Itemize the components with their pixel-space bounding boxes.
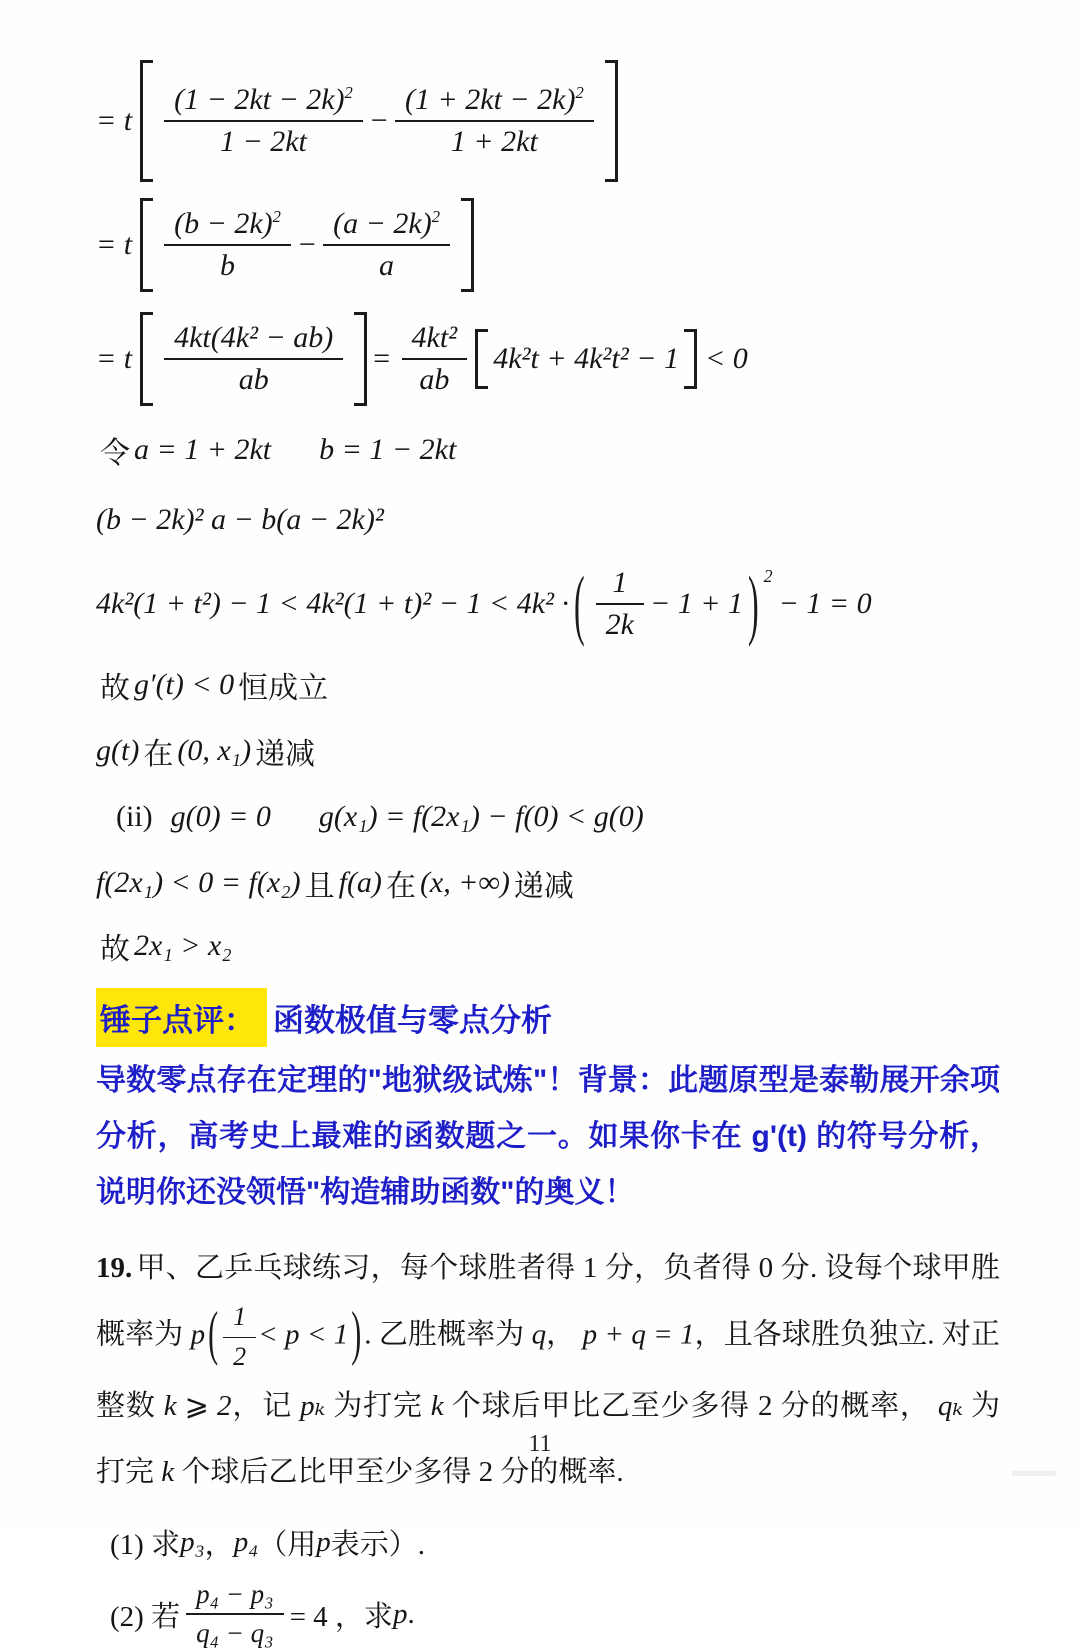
- comment-heading: [96, 988, 1000, 1047]
- formula-prefix: = t: [96, 228, 133, 261]
- formula-line-3: [96, 312, 1000, 406]
- equals-sign: =: [371, 342, 392, 375]
- comment-title: 函数极值与零点分析: [273, 1003, 552, 1038]
- problem-number: 19.: [96, 1252, 133, 1284]
- numerator: p₄ − p₃: [196, 1579, 274, 1609]
- formula-prefix: = t: [96, 104, 133, 137]
- numerator: 4kt(4k² − ab): [174, 321, 334, 354]
- math-text: a = 1 + 2kt: [134, 433, 272, 466]
- math-text: g(0) = 0: [170, 800, 271, 833]
- fraction: [596, 566, 644, 642]
- right-paren: ): [748, 558, 759, 647]
- formula-line-8: [96, 724, 1000, 778]
- formula-line-10: [96, 856, 1000, 910]
- numerator: $(b - 2k)^2$: [174, 207, 281, 240]
- numerator: $(1 - 2kt - 2k)^2$: [174, 83, 353, 116]
- numerator: 4kt²: [411, 321, 458, 354]
- question-2: (2) 若 $\frac{\text{p₄ − p₃}}{\text{q₄ − q₃}}$ = 4 ，求 p .: [110, 1579, 415, 1648]
- denominator: b: [164, 244, 291, 283]
- math-text: g(x₁) = f(2x₁) − f(0) < g(0): [318, 800, 644, 833]
- math-text: f(a): [338, 866, 382, 899]
- formula-line-1: [96, 60, 1000, 182]
- denominator: ab: [402, 358, 468, 397]
- math-text: 4k²(1 + t²) − 1 < 4k²(1 + t)² − 1 < 4k² ·: [96, 587, 570, 620]
- numerator: $(a - 2k)^2$: [333, 207, 440, 240]
- right-bracket: [354, 312, 367, 406]
- formula-prefix: = t: [96, 342, 133, 375]
- comment-body: 导数零点存在定理的"地狱级试炼"！背景：此题原型是泰勒展开余项分析，高考史上最难的函数题之一。如果你卡在 g'(t) 的符号分析，说明你还没领悟"构造辅助函数"的奥义！: [96, 1064, 1000, 1209]
- fraction: [402, 321, 468, 397]
- formula-line-7: [96, 660, 1000, 710]
- math-text: (0, x₁): [177, 734, 252, 767]
- fraction: [323, 207, 450, 283]
- inequality-tail: < 0: [704, 342, 748, 375]
- question-1: (1) 求 p₃ ， p₄ （用 p 表示）.: [110, 1525, 426, 1561]
- fraction: [223, 1301, 256, 1373]
- left-bracket: [140, 198, 153, 292]
- operator: −: [368, 104, 390, 137]
- left-paren: (: [574, 558, 585, 647]
- math-text: f(2x₁) < 0 = f(x₂): [96, 866, 301, 899]
- cjk-text: 在: [143, 738, 174, 771]
- exponent: 2: [763, 566, 773, 586]
- fraction: [164, 321, 343, 397]
- item-label: (ii): [116, 800, 153, 833]
- left-paren: (: [208, 1300, 219, 1367]
- comment-label-highlight: 锤子点评：: [96, 988, 267, 1047]
- cjk-text: 恒成立: [238, 672, 329, 705]
- cjk-text: 令: [100, 437, 130, 470]
- operator: −: [296, 228, 318, 261]
- fraction: [164, 207, 291, 283]
- page-number: 11: [528, 1431, 552, 1457]
- watermark-line: [1012, 1471, 1056, 1476]
- numerator: 1: [612, 566, 628, 599]
- formula-line-11: [96, 924, 1000, 968]
- left-bracket: [140, 60, 153, 182]
- numerator: 1: [233, 1302, 247, 1331]
- math-text: (x, +∞): [419, 866, 510, 899]
- formula-line-6: [96, 558, 1000, 647]
- formula-line-5: [96, 496, 1000, 544]
- denominator: q₄ − q₃: [186, 1613, 284, 1649]
- cjk-text: 故: [100, 933, 130, 966]
- left-bracket: [475, 329, 488, 389]
- cjk-text: 故: [100, 672, 130, 705]
- right-paren: ): [351, 1300, 362, 1367]
- denominator: 1 + 2kt: [395, 120, 594, 159]
- fraction: [395, 83, 594, 159]
- numerator: $(1 + 2kt - 2k)^2$: [405, 83, 584, 116]
- right-bracket: [684, 329, 697, 389]
- formula-line-4: [96, 430, 1000, 470]
- fraction: [186, 1579, 284, 1649]
- formula-line-2: [96, 198, 1000, 292]
- math-text: (b − 2k)² a − b(a − 2k)²: [96, 503, 384, 536]
- denominator: a: [323, 244, 450, 283]
- math-text: − 1 + 1: [650, 587, 743, 620]
- denominator: 2: [223, 1337, 256, 1374]
- bracket-content: 4k²t + 4k²t² − 1: [493, 342, 679, 375]
- math-text: − 1 = 0: [778, 587, 872, 620]
- right-bracket: [461, 198, 474, 292]
- problem-19-text: 19. 甲、乙乒乓球练习，每个球胜者得 1 分，负者得 0 分. 设每个球甲胜概率为 p ( $\frac{1}{2}$ < p < 1 ) . 乙胜概率为 q， p + q = 1，且各球胜负独立. 对正整数 k ⩾ 2，记 pₖ 为打完 k 个球后甲比乙至少多得 2 分的概率， qₖ 为打完 k 个球后乙比甲至少多得 2 分的概率.: [96, 1252, 1000, 1488]
- math-text: b = 1 − 2kt: [319, 433, 457, 466]
- math-text: g(t): [96, 734, 140, 767]
- cjk-text: 递减: [255, 738, 316, 771]
- denominator: 2k: [596, 603, 644, 642]
- formula-line-9: [96, 790, 1000, 844]
- denominator: ab: [164, 358, 343, 397]
- math-text: 2x₁ > x₂: [134, 929, 232, 962]
- left-bracket: [140, 312, 153, 406]
- fraction: [164, 83, 363, 159]
- math-text: g′(t) < 0: [134, 668, 235, 701]
- right-bracket: [605, 60, 618, 182]
- cjk-text: 递减: [513, 870, 574, 903]
- denominator: 1 − 2kt: [164, 120, 363, 159]
- cjk-text: 在: [385, 870, 416, 903]
- cjk-text: 且: [304, 870, 335, 903]
